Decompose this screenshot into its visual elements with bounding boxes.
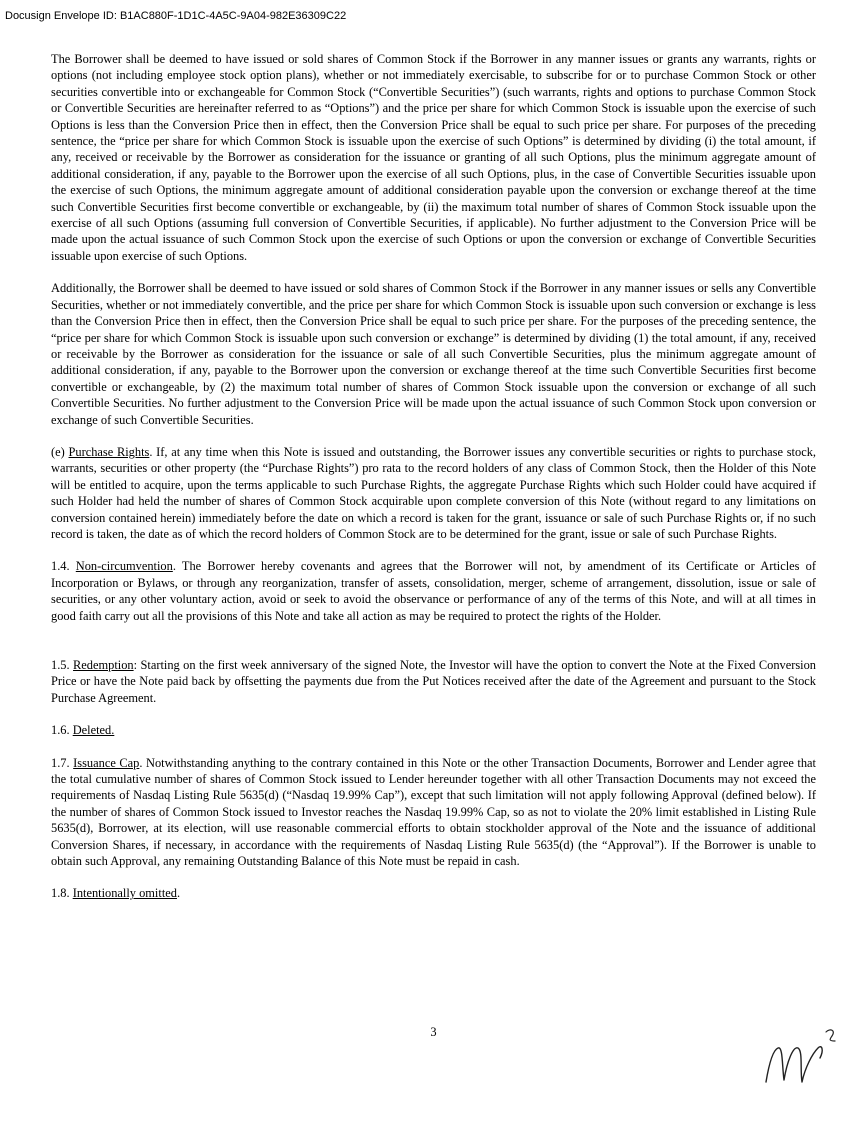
paragraph-deleted: [51, 722, 816, 738]
section-prefix: 1.5.: [51, 658, 74, 672]
section-heading-deleted: Deleted.: [72, 723, 115, 738]
paragraph-issuance-cap: [51, 755, 816, 870]
document-body: [51, 51, 816, 918]
section-body: . The Borrower hereby covenants and agrees that the Borrower will not, by amendment of its Certificate or Articles of Incorporation or Bylaws, or through any reorganization, transfer of assets, consolidation, merger, scheme of arrangement, dissolution, issue or sale of securities, or any other voluntary action, avoid or seek to avoid the observance or performance of any of the terms of this Note, and will at all times in good faith carry out all the provisions of this Note and take all action as may be required to protect the rights of the Holder.: [51, 559, 816, 623]
paragraph-intentionally-omitted: [51, 885, 816, 901]
section-body: . If, at any time when this Note is issued and outstanding, the Borrower issues any convertible securities or rights to purchase stock, warrants, securities or other property (the “Purchase Rights”) pro rata to the record holders of any class of Common Stock, then the Holder of this Note will be entitled to acquire, upon the terms applicable to such Purchase Rights, the aggregate Purchase Rights which such Holder could have acquired if such Holder had held the number of shares of Common Stock acquirable upon complete conversion of this Note (without regard to any limitations on conversion contained herein) immediately before the date on which a record is taken for the grant, issuance or sale of such Purchase Rights or, if no such record is taken, the date as of which the record holders of Common Stock are to be determined for the grant, issue or sale of such Purchase Rights.: [51, 444, 816, 541]
paragraph-redemption: [51, 657, 816, 706]
section-body: : Starting on the first week anniversary of the signed Note, the Investor will have the option to convert the Note at the Fixed Conversion Price or have the Note paid back by offsetting the payments due from the Put Notices received after the date of the Agreement and pursuant to the Stock Purchase Agreement.: [51, 658, 816, 705]
section-heading-redemption: Redemption: [73, 658, 134, 672]
page-number: 3: [430, 1025, 437, 1039]
section-heading-issuance-cap: Issuance Cap: [73, 755, 140, 770]
section-body: . Notwithstanding anything to the contrary contained in this Note or the other Transaction Documents, Borrower and Lender agree that the total cumulative number of shares of Common Stock issued to Lender hereunder together with all other Transaction Documents may not exceed the requirements of Nasdaq Listing Rule 5635(d) (“Nasdaq 19.99% Cap”), except that such limitation will not apply following Approval (defined below). If the number of shares of Common Stock issued to Investor reaches the Nasdaq 19.99% Cap, so as not to violate the 20% limit established in Listing Rule 5635(d), Borrower, at its election, will use reasonable commercial efforts to obtain stockholder approval of the Note and the issuance of additional Conversion Shares, if necessary, in accordance with the requirements of Nasdaq Listing Rule 5635(d) (the “Approval”). If the Borrower is unable to obtain such Approval, any remaining Outstanding Balance of this Note must be repaid in cash.: [51, 755, 817, 869]
paragraph-convertible-securities: Additionally, the Borrower shall be deemed to have issued or sold shares of Common Stock if the Borrower in any manner issues or sells any Convertible Securities, whether or not immediately convertible, and the price per share for which Common Stock is issuable upon such conversion or exchange is less than the Conversion Price then in effect, then the Conversion Price shall be equal to such price per share. For the purposes of the preceding sentence, the “price per share for which Common Stock is issuable upon such conversion or exchange” is determined by dividing (1) the total amount, if any, received or receivable by the Borrower as consideration for the issuance or sale of all such Convertible Securities, plus the minimum aggregate amount of additional consideration, if any, payable to the Borrower upon the conversion or exchange thereof at the time such Convertible Securities first become convertible or exchangeable, by (2) the maximum total number of shares of Common Stock issuable upon the conversion or exchange of all such Convertible Securities. No further adjustment to the Conversion Price will be made upon the actual issuance of such Common Stock upon conversion or exchange of such Convertible Securities.: [51, 281, 816, 427]
section-heading-purchase-rights: Purchase Rights: [68, 444, 150, 459]
handwritten-initials-signature: [760, 1024, 850, 1094]
section-prefix: 1.7.: [51, 755, 74, 770]
section-prefix: 1.6.: [51, 723, 73, 738]
section-prefix: 1.4.: [51, 559, 76, 574]
paragraph-options: The Borrower shall be deemed to have issued or sold shares of Common Stock if the Borrower in any manner issues or grants any warrants, rights or options (not including employee stock option plans), whether or not immediately exercisable, to subscribe for or to purchase Common Stock or other securities convertible into or exchangeable for Common Stock (“Convertible Securities”) (such warrants, rights and options to purchase Common Stock or Convertible Securities are hereinafter referred to as “Options”) and the price per share for which Common Stock is issuable upon the exercise of such Options is less than the Conversion Price then in effect, then the Conversion Price shall be equal to such price per share. For purposes of the preceding sentence, the “price per share for which Common Stock is issuable upon the exercise of such Options” is determined by dividing (i) the total amount, if any, received or receivable by the Borrower as consideration for the issuance or granting of all such Options, plus the minimum aggregate amount of additional consideration, if any, payable to the Borrower upon the exercise of all such Options, plus, in the case of Convertible Securities issuable upon the exercise of such Options, the minimum aggregate amount of additional consideration payable upon the conversion or exchange thereof at the time such Convertible Securities first become convertible or exchangeable, by (ii) the maximum total number of shares of Common Stock issuable upon the exercise of all such Options (assuming full conversion of Convertible Securities, if applicable). No further adjustment to the Conversion Price will be made upon the actual issuance of such Common Stock upon the exercise of such Options or upon the conversion or exchange of Convertible Securities issuable upon exercise of such Options.: [51, 52, 816, 263]
envelope-id: Docusign Envelope ID: B1AC880F-1D1C-4A5C-9A04-982E36309C22: [5, 10, 347, 22]
section-prefix: (e): [51, 444, 69, 459]
paragraph-non-circumvention: [51, 558, 816, 624]
section-suffix: .: [176, 886, 181, 901]
paragraph-purchase-rights: [51, 444, 816, 542]
section-prefix: 1.8.: [51, 886, 73, 901]
section-heading-omitted: Intentionally omitted: [72, 886, 177, 901]
section-heading-non-circumvention: Non-circumvention: [75, 559, 173, 574]
